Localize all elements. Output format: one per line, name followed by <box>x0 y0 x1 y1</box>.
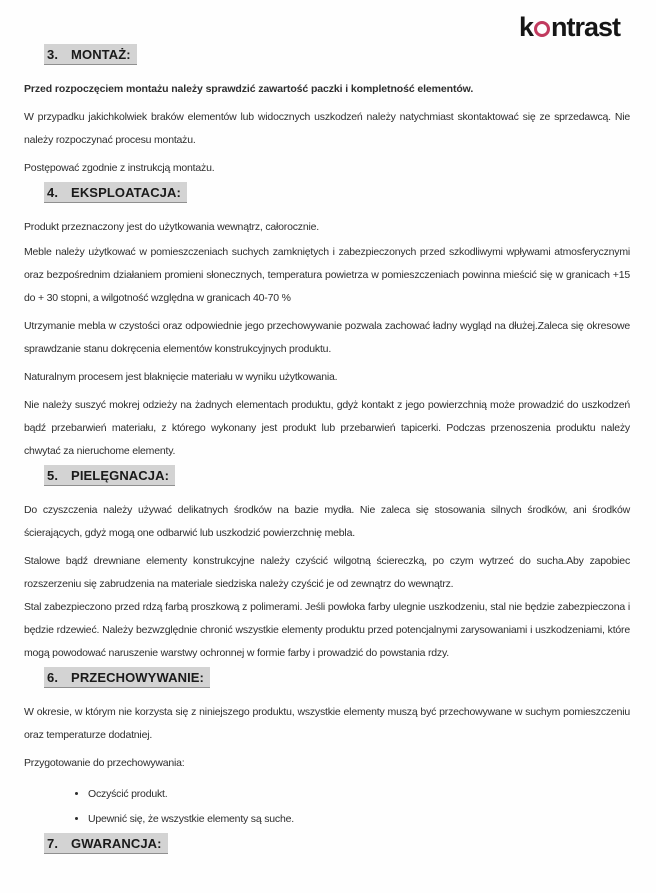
bullet-item: • Oczyścić produkt. <box>88 783 630 806</box>
document-body <box>24 45 630 867</box>
section-number: 6. <box>47 670 59 685</box>
section-heading <box>44 836 630 851</box>
section-title: EKSPLOATACJA: <box>71 185 181 200</box>
paragraph: Przygotowanie do przechowywania: <box>24 757 185 769</box>
section-heading-highlight <box>44 44 137 65</box>
section-heading <box>44 47 630 62</box>
section-heading <box>44 670 630 685</box>
logo-text-ntrast: ntrast <box>550 12 620 42</box>
paragraph: Przed rozpoczęciem montażu należy sprawdzić zawartość paczki i kompletność elementów. <box>24 83 474 95</box>
paragraph: Postępować zgodnie z instrukcją montażu. <box>24 162 215 174</box>
section-heading-highlight <box>44 465 175 486</box>
section-title: PRZECHOWYWANIE: <box>71 670 204 685</box>
bullet-list <box>24 783 630 831</box>
paragraph: Utrzymanie mebla w czystości oraz odpowiednie jego przechowywanie pozwala zachować ładny wygląd na dłużej.Zaleca się okresowe sprawdzanie stanu dokręcenia elementów konstrukcyjnych produktu. <box>24 320 630 355</box>
paragraph: W przypadku jakichkolwiek braków elementów lub widocznych uszkodzeń należy natychmiast skontaktować się ze sprzedawcą. Nie należy rozpoczynać procesu montażu. <box>24 111 630 146</box>
logo-o-ring-icon <box>534 21 550 37</box>
paragraph: Nie należy suszyć mokrej odzieży na żadnych elementach produktu, gdyż kontakt z jego powierzchnią może prowadzić do uszkodzeń bądź przebarwień materiału, z którego wykonany jest produkt lub przebarwień tapicerki. Podczas przenoszenia produktu należy chwytać za nieruchome elementy. <box>24 399 630 457</box>
paragraph: Stal zabezpieczono przed rdzą farbą proszkową z polimerami. Jeśli powłoka farby ulegnie uszkodzeniu, stal nie będzie zabezpieczona i będzie rdzewieć. Należy bezwzględnie chronić wszystkie elementy produktu przed potencjalnymi zarysowaniami i uszkodzeniami, które mogą powodować naruszenie warstwy ochronnej w formie farby i prowadzić do powstania rdzy. <box>24 601 630 659</box>
section-title: GWARANCJA: <box>71 836 162 851</box>
section-heading-highlight <box>44 182 187 203</box>
paragraph: Produkt przeznaczony jest do użytkowania wewnątrz, całorocznie. <box>24 221 319 233</box>
section-heading-highlight <box>44 833 168 854</box>
section-heading <box>44 185 630 200</box>
paragraph: Naturalnym procesem jest blaknięcie materiału w wyniku użytkowania. <box>24 371 338 383</box>
logo-text-k: k <box>518 12 533 42</box>
bullet-item: • Upewnić się, że wszystkie elementy są suche. <box>88 808 630 831</box>
section-title: PIELĘGNACJA: <box>71 468 170 483</box>
kontrast-logo <box>519 11 620 43</box>
section-number: 5. <box>47 468 59 483</box>
paragraph: Do czyszczenia należy używać delikatnych środków na bazie mydła. Nie zaleca się stosowania silnych środków, ani środków ścierających, gdyż mogą one odbarwić lub uszkodzić powierzchnię mebla. <box>24 504 630 539</box>
section-number: 7. <box>47 836 59 851</box>
paragraph: Meble należy użytkować w pomieszczeniach suchych zamkniętych i zabezpieczonych przed szkodliwymi wpływami atmosferycznymi oraz bezpośrednim działaniem promieni słonecznych, temperatura powietrza w pomieszczeniach powinna mieścić się w granicach +15 do + 30 stopni, a wilgotność względna w granicach 40-70 % <box>24 246 630 304</box>
section-number: 3. <box>47 47 59 62</box>
section-heading <box>44 468 630 483</box>
paragraph: W okresie, w którym nie korzysta się z niniejszego produktu, wszystkie elementy muszą być przechowywane w suchym pomieszczeniu oraz temperaturze dodatniej. <box>24 706 630 741</box>
section-number: 4. <box>47 185 59 200</box>
section-heading-highlight <box>44 667 210 688</box>
section-title: MONTAŻ: <box>71 47 131 62</box>
paragraph: Stalowe bądź drewniane elementy konstrukcyjne należy czyścić wilgotną ściereczką, po czym wytrzeć do sucha.Aby zapobiec rozszerzeniu się zabrudzenia na materiale siedziska należy czyścić je od zewnątrz do wewnątrz. <box>24 555 630 590</box>
